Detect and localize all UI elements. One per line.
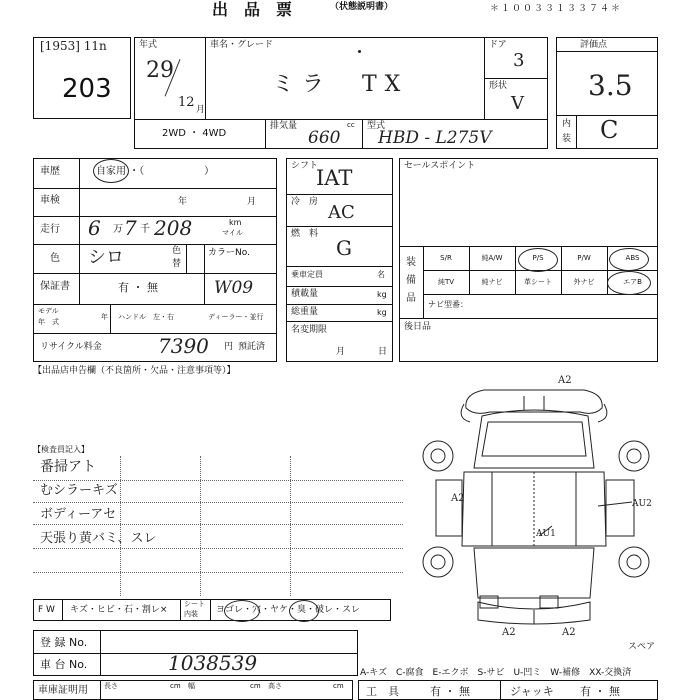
seat-label-1: シート	[184, 600, 205, 608]
equip-ext-navi: 外ナビ	[573, 278, 595, 286]
equip-power-steering: P/S	[532, 254, 544, 262]
form-title: 出 品 票	[212, 0, 293, 19]
fuel-value: G	[336, 236, 352, 260]
cert-height-label: 高さ	[268, 682, 282, 690]
model-code-label: 型式	[367, 121, 386, 131]
recycle-label: リサイクル料金	[40, 342, 102, 352]
inspection-month-unit: 月	[247, 197, 257, 207]
mileage-unit-km: km	[229, 218, 242, 227]
navi-model-label: ナビ型番：	[428, 300, 468, 309]
load-label: 積載量	[291, 289, 319, 299]
seat-circle-1	[224, 600, 260, 622]
model-year-unit: 年	[101, 313, 108, 321]
inspection-year-unit: 年	[178, 197, 188, 207]
equip-tv: 純TV	[437, 278, 455, 286]
car-damage-diagram	[404, 376, 674, 646]
notes-label: 【出品店申告欄（不良箇所・欠品・注意事項等）】	[33, 366, 236, 376]
history-options: 自家用 ・（ ）	[96, 166, 215, 177]
color-no-value: W09	[214, 278, 254, 298]
seat-label-2: 内装	[184, 610, 198, 618]
shape-value: V	[511, 93, 524, 114]
color-no-label: カラーNo.	[208, 248, 250, 258]
sales-point-label: セールスポイント	[404, 161, 476, 171]
cert-length-label: 長さ	[104, 682, 118, 690]
cert-height-unit: cm	[333, 682, 344, 690]
door-value: 3	[513, 50, 525, 71]
equipment-label-2: 備	[406, 275, 416, 286]
rating-value: 3.5	[588, 69, 633, 102]
mileage-unit-mile: マイル	[222, 229, 243, 237]
history-circle	[93, 159, 129, 183]
form-subtitle: （状態説明書）	[330, 2, 394, 12]
inspector-label: 【検査員記入】	[33, 445, 89, 454]
abs-circle	[609, 248, 649, 271]
drive-label: 2WD ・ 4WD	[162, 128, 227, 139]
mileage-sen-unit: 千	[140, 224, 150, 235]
displacement-label: 排気量	[270, 121, 298, 131]
equip-alloy-wheel: 純A/W	[481, 254, 503, 262]
serial-number: ＊１００３３１３３７４＊	[490, 4, 623, 14]
equip-leather-seat: 革シート	[524, 278, 552, 286]
shift-value: IAT	[316, 166, 353, 190]
recycle-unit: 円	[224, 342, 234, 352]
inspection-label: 車検	[40, 195, 60, 206]
expiry-month-unit: 月	[336, 347, 346, 357]
damage-mark-right: AU2	[632, 499, 652, 509]
model-year-label-2: 年 式	[38, 318, 59, 326]
equipment-label-3: 品	[406, 293, 416, 304]
spare-label: スペア	[628, 642, 656, 652]
jack-label: ジャッキ	[510, 685, 554, 698]
shape-label: 形状	[489, 81, 508, 91]
interior-value: C	[600, 116, 619, 144]
year-label: 年式	[139, 40, 158, 50]
damage-mark-rear-left: A2	[502, 627, 516, 638]
model-year-label-1: モデル	[38, 307, 59, 315]
door-label: ドア	[489, 40, 507, 50]
color-value: シロ	[88, 247, 124, 268]
interior-label-2: 装	[562, 134, 572, 144]
warranty-options: 有 ・ 無	[118, 281, 158, 294]
car-name-label: 車名・グレード	[210, 40, 274, 50]
ps-circle	[518, 248, 558, 272]
capacity-unit: 名	[377, 270, 385, 279]
weight-unit: kg	[377, 308, 387, 317]
damage-mark-center: AU1	[536, 529, 556, 539]
mileage-man: 6	[88, 216, 101, 240]
warranty-label: 保証書	[40, 281, 70, 292]
color-label: 色	[50, 253, 60, 264]
mileage-man-unit: 万	[113, 224, 123, 235]
model-code-value: HBD - L275V	[378, 128, 492, 148]
weight-label: 総重量	[291, 307, 319, 317]
recycle-deposited: 預託済	[238, 342, 266, 352]
damage-mark-rear-right: A2	[562, 627, 576, 638]
lot-number: 203	[62, 74, 112, 104]
cert-length-unit: cm	[170, 682, 181, 690]
displacement-unit: cc	[347, 121, 355, 129]
lot-tag: [1953] 11n	[40, 39, 107, 53]
fuel-label: 燃 料	[291, 229, 319, 239]
mileage-sen: 7	[124, 216, 137, 240]
cert-width-unit: cm	[250, 682, 261, 690]
color-change-1: 色	[172, 246, 182, 256]
inspector-note-3: ボディーアセ	[40, 507, 117, 522]
seat-values: ヨゴレ・穴・ヤケ・臭・破レ・スレ	[216, 605, 361, 615]
handle-options: ハンドル 左・右	[118, 313, 174, 321]
rating-label: 評価点	[580, 40, 608, 50]
car-name-value: ミラ TX	[272, 72, 409, 97]
equip-airbag: エアB	[623, 278, 642, 286]
equip-abs: ABS	[625, 254, 640, 262]
interior-label-1: 内	[562, 119, 572, 129]
color-change-2: 替	[172, 259, 182, 269]
expiry-day-unit: 日	[378, 347, 388, 357]
aircon-value: AC	[328, 202, 355, 223]
displacement-value: 660	[308, 128, 341, 148]
year-month-unit: 月	[196, 105, 206, 115]
jack-options: 有 ・ 無	[580, 685, 620, 698]
recycle-value: 7390	[158, 334, 209, 358]
tools-label: 工 具	[366, 685, 399, 698]
post-day-label: 後日品	[404, 322, 432, 332]
registration-label: 登 録 No.	[40, 636, 88, 649]
tools-options: 有 ・ 無	[430, 685, 470, 698]
load-unit: kg	[377, 290, 387, 299]
certificate-label: 車庫証明用	[38, 685, 88, 696]
inspector-note-4: 天張り黄バミ、スレ	[40, 531, 157, 546]
damage-mark-front: A2	[558, 375, 572, 386]
damage-legend: A-キズ C-腐食 E-エクボ S-サビ U-凹ミ W-補修 XX-交換済	[360, 668, 632, 678]
equip-power-window: P/W	[577, 254, 591, 262]
equip-sr: S/R	[440, 254, 452, 262]
history-label: 車歴	[40, 166, 60, 177]
chassis-value: 1038539	[168, 651, 258, 675]
chassis-label: 車 台 No.	[40, 658, 88, 671]
cert-width-label: 幅	[188, 682, 195, 690]
year-era: 29	[146, 58, 174, 83]
year-month: 12	[178, 95, 195, 110]
expiry-label: 名変期限	[291, 325, 328, 335]
shift-label: シフト	[291, 161, 319, 171]
fw-values: キズ・ヒビ・石・割レ×	[70, 605, 168, 615]
fw-label: F W	[38, 605, 55, 615]
damage-mark-side: A2	[451, 493, 465, 504]
airbag-circle	[607, 271, 651, 295]
inspector-note-2: むシラーキズ	[40, 483, 118, 498]
equipment-label-1: 装	[406, 257, 416, 268]
dealer-options: ディーラー・並行	[208, 313, 264, 321]
seat-circle-2	[289, 600, 319, 622]
mileage-rest: 208	[154, 216, 193, 240]
mileage-label: 走行	[40, 224, 60, 235]
equip-navi: 純ナビ	[481, 278, 503, 286]
inspector-note-1: 番掃アト	[40, 459, 96, 475]
aircon-label: 冷 房	[291, 197, 319, 207]
capacity-label: 乗車定員	[291, 270, 323, 279]
